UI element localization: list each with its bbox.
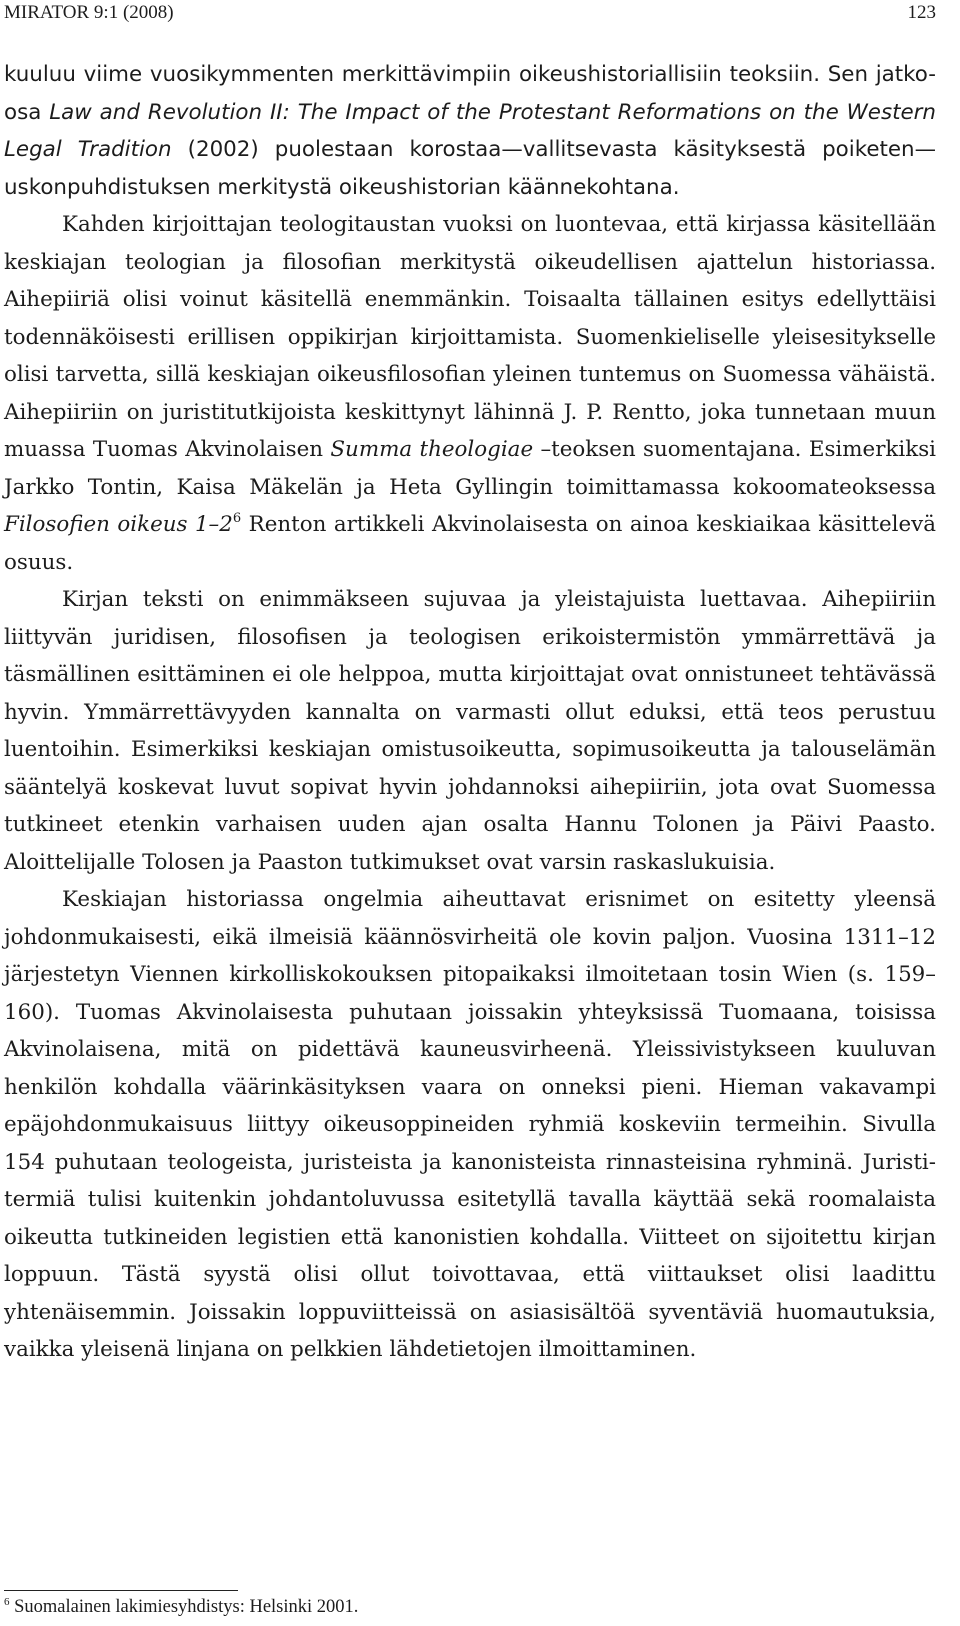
footnote <box>4 1597 358 1618</box>
paragraph-4: Keskiajan historiassa ongelmia aiheuttavat erisnimet on esitetty yleensä johdonmukaisesti, eikä ilmeisiä käännösvirheitä ole kovin paljon. Vuosina 1311–12 järjestetyn Viennen kirkolliskokouksen pitopaikaksi ilmoitetaan tosin Wien (s. 159–160). Tuomas Akvinolaisesta puhutaan joissakin yhteyksissä Tuomaana, toisissa Akvinolaisena, mitä on pidettävä kauneusvirheenä. Yleissivistykseen kuuluvan henkilön kohdalla väärinkäsityksen vaara on onneksi pieni. Hieman vakavampi epäjohdonmukaisuus liittyy oikeusoppineiden ryhmiä koskeviin termeihin. Sivulla 154 puhutaan teologeista, juristeista ja kanonisteista rinnasteisina ryhminä. Juristi-termiä tulisi kuitenkin johdantoluvussa esitetyllä tavalla käyttää sekä roomalaista oikeutta tutkineiden legistien että kanonistien kohdalla. Viitteet on sijoitettu kirjan loppuun. Tästä syystä olisi ollut toivottavaa, että viittaukset olisi laadittu yhtenäisemmin. Joissakin loppuviitteissä on asiasisältöä syventäviä huomautuksia, vaikka yleisenä linjana on pelkkien lähdetietojen ilmoittaminen. <box>4 887 936 1362</box>
paragraph-1-text-a: kuuluu viime vuosikymmenten merkittävimpiin oikeushistoriallisiin teoksiin. Sen jatko-osa <box>4 62 936 125</box>
footnote-text: Suomalainen lakimiesyhdistys: Helsinki 2001. <box>9 1597 359 1617</box>
page-number: 123 <box>907 2 936 23</box>
footnote-divider <box>4 1590 238 1591</box>
book-title-summa-theologiae: Summa theologiae <box>330 437 534 462</box>
footnote-number: 6 <box>4 1596 10 1608</box>
paragraph-2-text-a: Kahden kirjoittajan teologitaustan vuoksi on luontevaa, että kirjassa käsitellään keskiajan teologian ja filosofian merkitystä oikeudellisen ajattelun historiassa. Aihepiiriä olisi voinut käsitellä enemmänkin. Toisaalta tällainen esitys edellyttäisi todennäköisesti erillisen oppikirjan kirjoittamista. Suomenkieliselle yleisesitykselle olisi tarvetta, sillä keskiajan oikeusfilosofian yleinen tuntemus on Suomessa vähäistä. Aihepiiriin on juristitutkijoista keskittynyt lähinnä J. P. Rentto, joka tunnetaan muun muassa Tuomas Akvinolaisen <box>4 212 936 462</box>
footnote-reference[interactable]: 6 <box>232 511 242 526</box>
article-body <box>4 56 936 1369</box>
paragraph-1 <box>4 56 936 206</box>
paragraph-2-text-b: –teoksen suomentajana. Esimerkiksi Jarkko Tontin, Kaisa Mäkelän ja Heta Gyllingin toimittamassa kokoomateoksessa <box>4 437 937 500</box>
book-title-filosofien-oikeus: Filosofien oikeus 1–2 <box>4 512 233 537</box>
paragraph-2 <box>4 206 936 581</box>
paragraph-1-text-b: (2002) puolestaan korostaa—vallitsevasta käsityksestä poiketen—uskonpuhdistuksen merkitystä oikeushistorian käännekohtana. <box>4 137 936 200</box>
paragraph-2-text-c: Renton artikkeli Akvinolaisesta on ainoa keskiaikaa käsittelevä osuus. <box>4 512 936 575</box>
running-header <box>4 2 936 30</box>
book-title-law-and-revolution-2: Law and Revolution II: The Impact of the Protestant Reformations on the Western Legal Tradition <box>4 99 936 162</box>
paragraph-3: Kirjan teksti on enimmäkseen sujuvaa ja yleistajuista luettavaa. Aihepiiriin liittyvän juridisen, filosofisen ja teologisen erikoistermistön ymmärrettävä ja täsmällinen esittäminen ei ole helppoa, mutta kirjoittajat ovat onnistuneet tehtävässä hyvin. Ymmärrettävyyden kannalta on varmasti ollut eduksi, että teos perustuu luentoihin. Esimerkiksi keskiajan omistusoikeutta, sopimusoikeutta ja talouselämän sääntelyä koskevat luvut sopivat hyvin johdannoksi aihepiiriin, jota ovat Suomessa tutkineet etenkin varhaisen uuden ajan osalta Hannu Tolonen ja Päivi Paasto. Aloittelijalle Tolosen ja Paaston tutkimukset ovat varsin raskaslukuisia. <box>4 587 936 875</box>
journal-title: MIRATOR 9:1 (2008) <box>4 2 174 23</box>
